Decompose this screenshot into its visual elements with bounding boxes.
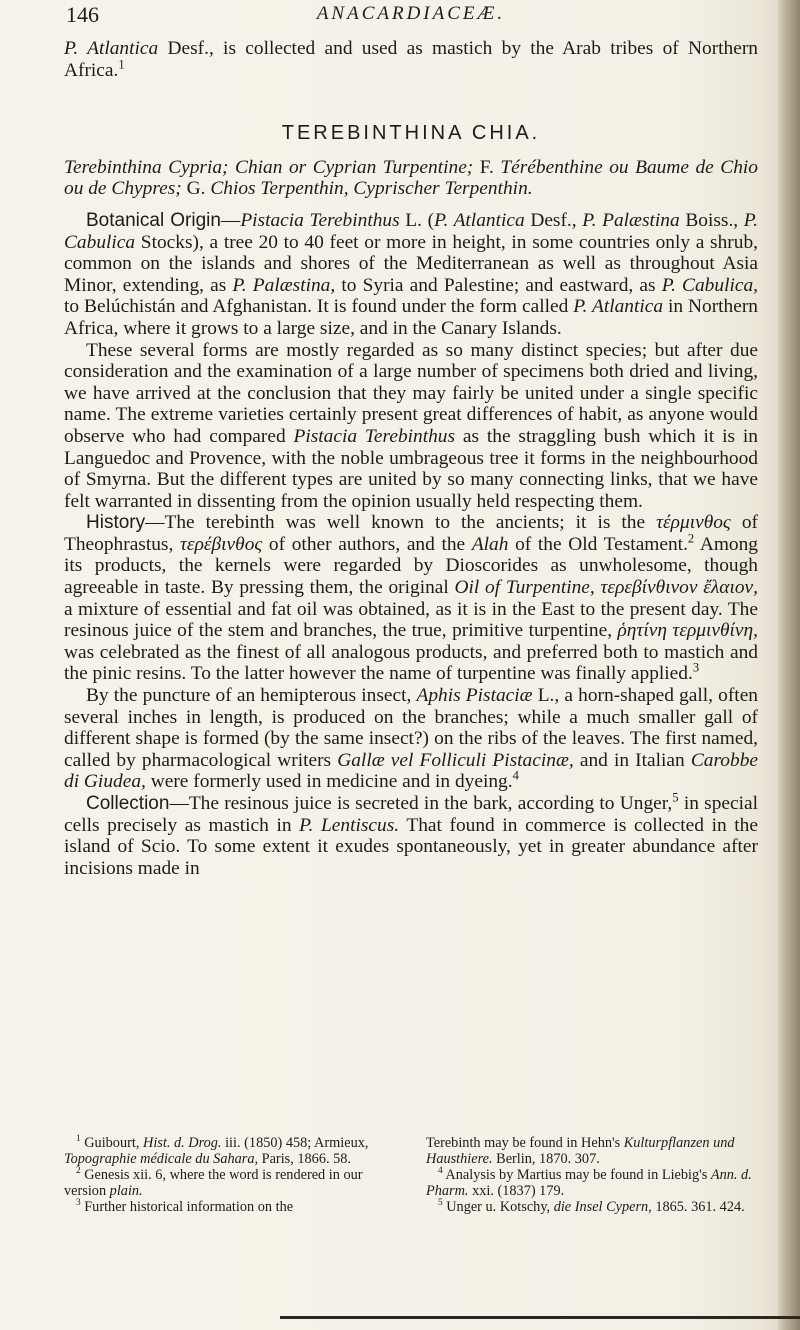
text-run: —The terebinth was well known to the ancients; it is the xyxy=(145,512,657,534)
text-run: P. Atlantica xyxy=(434,209,525,231)
text-run: was celebrated as the finest of all analogous products, and preferred both to mastich and the pinic resins. To the latter however the name of turpentine was finally applied. xyxy=(64,641,758,685)
text-run: P. Atlantica xyxy=(573,296,664,318)
footnotes-left-column xyxy=(64,1135,396,1215)
history-paragraph xyxy=(64,512,758,685)
text-run: xxi. (1837) 179. xyxy=(468,1183,565,1199)
text-run: Carobbe di Giudea, xyxy=(64,749,758,793)
text-run: in special cells precisely as mastich in xyxy=(64,793,758,836)
footnotes xyxy=(64,1135,758,1215)
bottom-edge-rule xyxy=(280,1316,800,1319)
footnote-marker: 4 xyxy=(438,1166,443,1177)
text-run: — xyxy=(220,209,241,231)
page-number: 146 xyxy=(66,2,99,27)
section-title: TEREBINTHINA CHIA. xyxy=(281,122,541,145)
text-run: Among its products, the kernels were regarded by Dioscorides as unwholesome, though agreeable in taste. By pressing them, the original xyxy=(64,533,758,599)
text-run: Desf., xyxy=(524,209,583,231)
footnote-ref: 5 xyxy=(672,790,679,805)
text-run: Alah xyxy=(471,533,509,555)
footnote-marker: 2 xyxy=(76,1166,81,1177)
text-run: as the straggling bush which it is in Languedoc and Provence, with the noble umbrageous tree it forms in the neighbourhood of Smyrna. But the different types are united by so many connecting links, that we have felt warranted in dissenting from the opinion usually held respecting them. xyxy=(64,425,759,512)
footnote-ref: 3 xyxy=(692,660,700,675)
synonym-german: Chios Terpenthin, Cyprischer Terpenthin. xyxy=(210,178,533,200)
footnote-marker: 3 xyxy=(76,1198,81,1209)
text-run: to Syria and Palestine; and eastward, as xyxy=(335,274,662,296)
text-run: of the Old Testament. xyxy=(508,533,688,555)
text-run: die Insel Cypern, xyxy=(553,1199,652,1215)
text-run: Further historical information on the xyxy=(80,1199,294,1215)
footnote-4 xyxy=(426,1167,758,1199)
text-run: of other authors, and the xyxy=(262,533,472,555)
page-edge-shadow xyxy=(778,0,800,1330)
text-run: Kulturpflanzen und Hausthiere. xyxy=(426,1135,735,1167)
footnote-3-continued xyxy=(426,1135,758,1167)
text-run: Unger u. Kotschy, xyxy=(442,1199,554,1215)
text-run: P. Palæstina xyxy=(582,209,680,231)
text-run: ῥητίνη τερμινθίνη, xyxy=(617,620,758,642)
synonym-lang-g: G. xyxy=(181,178,211,200)
footnotes-right-column xyxy=(426,1135,758,1215)
text-run: Genesis xii. 6, where the word is rendered in our version xyxy=(64,1167,363,1199)
galls-paragraph xyxy=(64,685,758,793)
main-text xyxy=(64,38,758,879)
botanical-origin-paragraph xyxy=(64,210,758,340)
text-run: and in Italian xyxy=(573,749,691,771)
footnote-2 xyxy=(64,1167,396,1199)
text-run: That found in commerce is collected in the island of Scio. To some extent it exudes spontaneously, yet in greater abundance after incisions made in xyxy=(64,814,758,879)
species-discussion-paragraph xyxy=(64,340,758,513)
text-run: L. ( xyxy=(399,209,435,231)
text-run: Ann. d. Pharm. xyxy=(426,1167,752,1199)
text-run: τέρμινθος xyxy=(656,512,731,534)
intro-paragraph xyxy=(64,38,758,81)
page-header xyxy=(66,2,756,36)
text-run: Pistacia Terebinthus xyxy=(293,425,456,447)
text-run: in Northern Africa, where it grows to a large size, and in the Canary Islands. xyxy=(64,296,758,339)
footnote-marker: 5 xyxy=(438,1198,443,1209)
text-run: Paris, 1866. 58. xyxy=(258,1151,351,1167)
footnote-ref: 4 xyxy=(512,768,519,783)
text-run: plain. xyxy=(109,1183,143,1199)
text-run: Hist. d. Drog. xyxy=(143,1135,222,1151)
collection-paragraph xyxy=(64,790,758,879)
footnote-3 xyxy=(64,1199,396,1215)
text-run: These several forms are mostly regarded as so many distinct species; but after due consideration and the examination of a large number of specimens both dried and living, we have arrived at the conclusion that they may fairly be united under a single specific name. The extreme varieties certainly present great differences of habit, as anyone would observe who had compared xyxy=(64,339,758,447)
synonyms xyxy=(64,157,758,200)
synonym-french: Térébenthine ou Baume de Chio ou de Chypres; xyxy=(64,156,758,200)
text-run: τερέβινθος xyxy=(179,533,263,555)
text-run: By the puncture of an hemipterous insect, xyxy=(86,685,417,707)
text-run: P. Cabulica, xyxy=(661,274,759,296)
footnote-marker: 1 xyxy=(76,1134,81,1145)
text-run: Guibourt, xyxy=(80,1135,143,1151)
text-run: Boiss., xyxy=(679,209,744,231)
text-run: Terebinth may be found in Hehn's xyxy=(426,1135,624,1151)
botanical-origin-heading: Botanical Origin xyxy=(86,209,221,231)
text-run: P. Cabulica xyxy=(64,209,758,253)
text-run: L., a horn-shaped gall, often several inches in length, is produced on the branches; while a much smaller gall of different shape is formed (by the same insect?) on the ribs of the leaves. The first named, called by pharmacological writers xyxy=(64,685,758,771)
footnote-ref: 2 xyxy=(687,531,695,546)
text-run: Berlin, 1870. 307. xyxy=(492,1151,600,1167)
text-run: were formerly used in medicine and in dyeing. xyxy=(145,771,513,793)
text-run: Aphis Pistaciæ xyxy=(416,685,533,707)
footnote-1 xyxy=(64,1135,396,1167)
text-run: P. Palæstina, xyxy=(232,274,336,296)
text-run: —The resinous juice is secreted in the bark, according to Unger, xyxy=(169,793,673,814)
running-head: ANACARDIACEÆ. xyxy=(316,3,506,24)
text-run: iii. (1850) 458; Armieux, xyxy=(221,1135,369,1151)
text-run: a mixture of essential and fat oil was obtained, as it is in the East to the present day. The resinous juice of the stem and branches, the true, primitive turpentine, xyxy=(64,598,758,642)
history-heading: History xyxy=(86,512,146,534)
text-run: of Theophrastus, xyxy=(64,512,758,555)
text-run: Gallæ vel Folliculi Pistacinæ, xyxy=(337,749,574,771)
collection-heading: Collection xyxy=(86,793,170,814)
text-run: 1865. 361. 424. xyxy=(651,1199,745,1215)
text-run: Analysis by Martius may be found in Liebig's xyxy=(442,1167,711,1183)
intro-species: P. Atlantica xyxy=(64,38,159,59)
text-run: P. Lentiscus. xyxy=(299,814,400,836)
synonym-lang-f: F. xyxy=(473,156,501,178)
text-run: Stocks), a tree 20 to 40 feet or more in height, in some countries only a shrub, common on the islands and shores of the Mediterranean as well as throughout Asia Minor, extending, as xyxy=(64,231,758,296)
footnote-ref: 1 xyxy=(118,57,125,72)
synonym-english: Terebinthina Cypria; Chian or Cyprian Turpentine; xyxy=(64,156,474,178)
intro-text: Desf., is collected and used as mastich by the Arab tribes of Northern Africa. xyxy=(64,38,758,81)
text-run: to Belúchistán and Afghanistan. It is found under the form called xyxy=(64,296,574,318)
footnote-5 xyxy=(426,1199,758,1215)
text-run: Pistacia Terebinthus xyxy=(240,209,400,231)
text-run: Oil of Turpentine, τερεβίνθινον ἔλαιον, xyxy=(454,577,758,599)
text-run: Topographie médicale du Sahara, xyxy=(64,1151,259,1167)
